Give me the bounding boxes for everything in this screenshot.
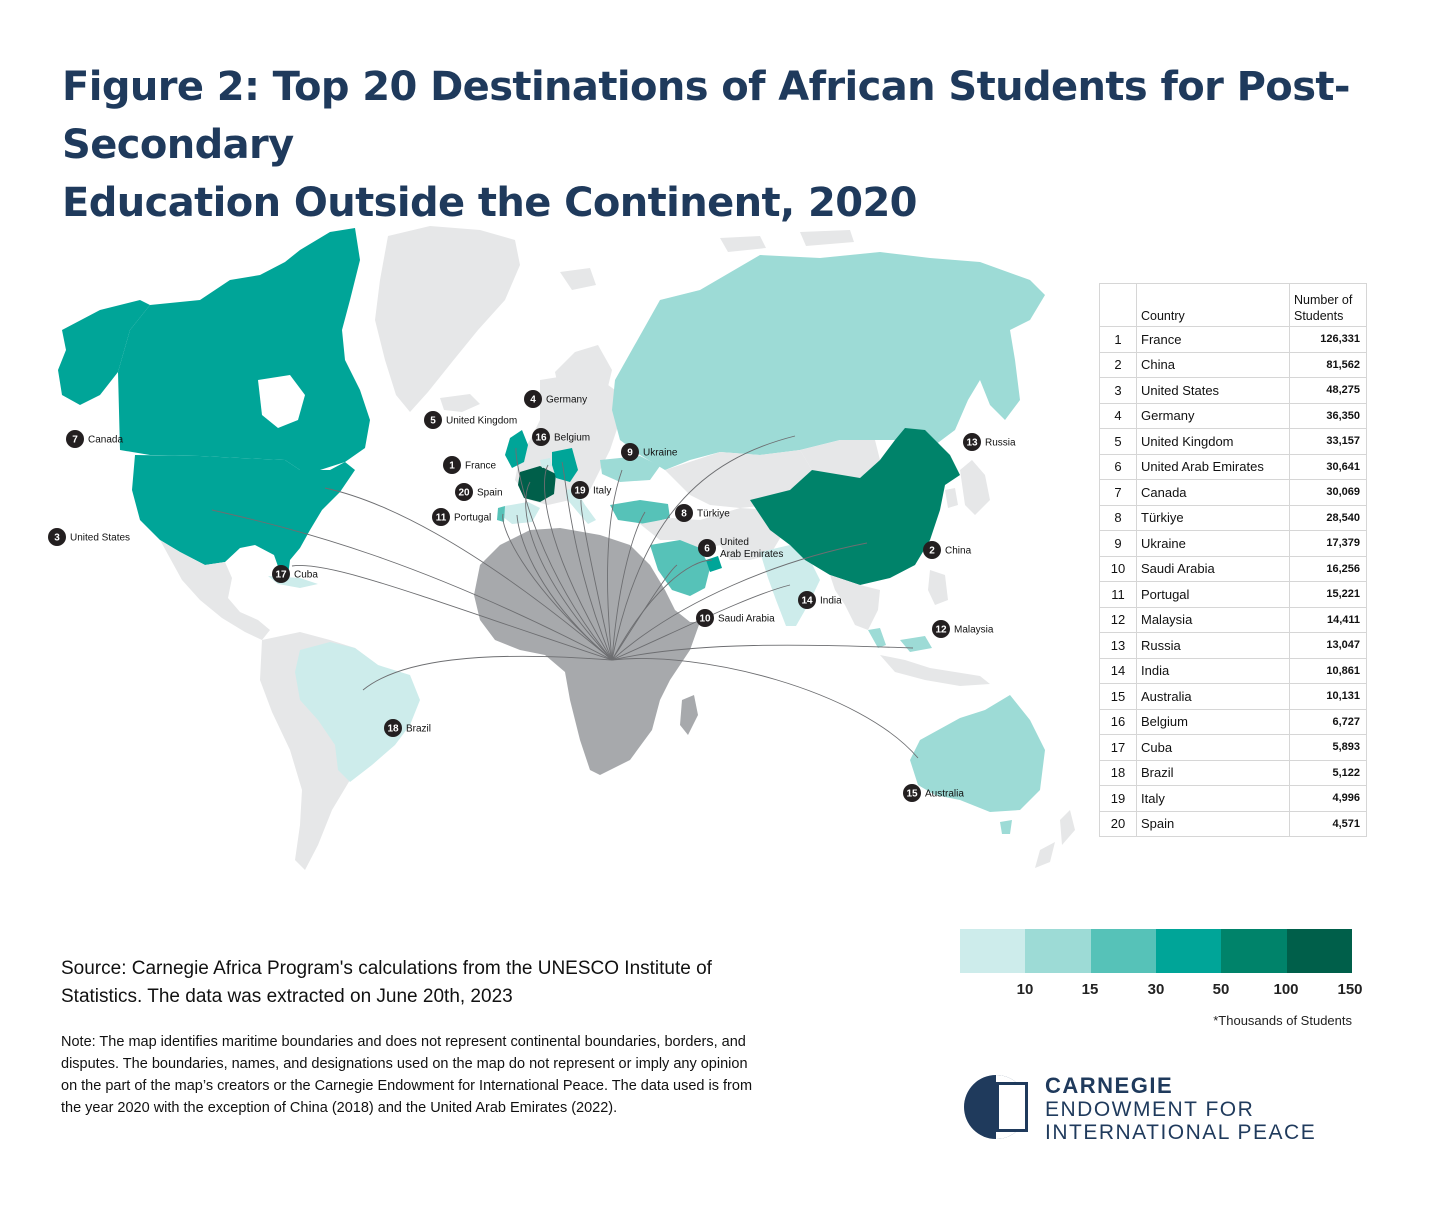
table-row (1100, 658, 1367, 684)
table-country-cell: Cuba (1137, 735, 1290, 761)
map-pin-number: 19 (574, 485, 586, 497)
table-rank-cell: 12 (1100, 607, 1137, 633)
carnegie-logo-icon (963, 1074, 1029, 1140)
map-pin-saudi-arabia (696, 609, 775, 627)
table-country-cell: Australia (1137, 684, 1290, 710)
map-pin-label: Italy (593, 485, 612, 497)
table-row (1100, 735, 1367, 761)
map-pin-label: Malaysia (954, 624, 994, 636)
map-pin-label: Ukraine (643, 447, 678, 459)
map-pin-number: 16 (535, 432, 547, 444)
table-country-cell: Türkiye (1137, 505, 1290, 531)
map-pin-label-line2: Arab Emirates (720, 549, 784, 560)
map-pin-spain (455, 483, 503, 501)
region-new-zealand (1035, 810, 1075, 868)
table-rank-cell: 5 (1100, 429, 1137, 455)
map-pin-russia (963, 433, 1016, 451)
table-rank-cell: 18 (1100, 760, 1137, 786)
region-portugal (497, 506, 505, 522)
map-pin-number: 4 (530, 394, 536, 406)
map-pin-number: 3 (54, 532, 60, 544)
map-pin-china (923, 541, 972, 559)
table-row (1100, 480, 1367, 506)
map-pin-cuba (272, 565, 318, 583)
table-body (1100, 327, 1367, 837)
map-pin-label: China (945, 545, 972, 557)
map-pin-label: Canada (88, 434, 124, 446)
table-row (1100, 505, 1367, 531)
legend-tick-label: 100 (1273, 981, 1299, 998)
table-country-cell: Italy (1137, 786, 1290, 812)
table-students-cell: 126,331 (1290, 327, 1367, 353)
table-rank-cell: 15 (1100, 684, 1137, 710)
region-russia (612, 252, 1045, 470)
table-row (1100, 378, 1367, 404)
table-rank-cell: 3 (1100, 378, 1137, 404)
table-rank-cell: 14 (1100, 658, 1137, 684)
table-rank-cell: 9 (1100, 531, 1137, 557)
ranking-table (1099, 283, 1367, 837)
map-pin-label: Germany (546, 394, 588, 406)
table-row (1100, 607, 1367, 633)
map-pin-label: Cuba (294, 569, 318, 581)
table-country-cell: United Kingdom (1137, 429, 1290, 455)
table-rank-cell: 6 (1100, 454, 1137, 480)
table-row (1100, 327, 1367, 353)
table-country-cell: Ukraine (1137, 531, 1290, 557)
map-pin-number: 10 (699, 613, 711, 625)
map-pin-number: 8 (681, 508, 687, 520)
map-pin-number: 20 (458, 487, 470, 499)
table-row (1100, 429, 1367, 455)
table-students-cell: 36,350 (1290, 403, 1367, 429)
map-pin-turkiye (675, 504, 730, 522)
header-country: Country (1137, 284, 1290, 327)
map-pin-canada (66, 430, 123, 448)
region-malaysia (868, 628, 932, 652)
table-rank-cell: 8 (1100, 505, 1137, 531)
table-students-cell: 14,411 (1290, 607, 1367, 633)
legend-swatch (1091, 929, 1156, 973)
table-students-cell: 10,861 (1290, 658, 1367, 684)
table-rank-cell: 10 (1100, 556, 1137, 582)
carnegie-logo (963, 1074, 1363, 1142)
table-students-cell: 28,540 (1290, 505, 1367, 531)
table-country-cell: Malaysia (1137, 607, 1290, 633)
table-country-cell: Brazil (1137, 760, 1290, 786)
table-country-cell: Canada (1137, 480, 1290, 506)
region-tasmania (1000, 820, 1012, 834)
legend-swatch (1156, 929, 1221, 973)
map-pin-india (798, 591, 842, 609)
table-rank-cell: 2 (1100, 352, 1137, 378)
legend-swatch (1221, 929, 1286, 973)
legend (960, 929, 1363, 1028)
map-pin-number: 18 (387, 723, 399, 735)
table-country-cell: Russia (1137, 633, 1290, 659)
map-pin-portugal (432, 508, 491, 526)
table-row (1100, 684, 1367, 710)
table-students-cell: 5,893 (1290, 735, 1367, 761)
region-iceland (440, 394, 480, 412)
table-country-cell: Belgium (1137, 709, 1290, 735)
map-pin-label: France (465, 460, 497, 472)
table-country-cell: Portugal (1137, 582, 1290, 608)
map-pin-number: 17 (275, 569, 287, 581)
legend-tick-label: 150 (1337, 981, 1363, 998)
map-pin-label: Spain (477, 487, 503, 499)
table-row (1100, 454, 1367, 480)
table-rank-cell: 16 (1100, 709, 1137, 735)
table-country-cell: United States (1137, 378, 1290, 404)
table-country-cell: India (1137, 658, 1290, 684)
legend-tick-label: 15 (1081, 981, 1099, 998)
table-country-cell: United Arab Emirates (1137, 454, 1290, 480)
legend-swatch (1287, 929, 1352, 973)
table-row (1100, 709, 1367, 735)
table-students-cell: 17,379 (1290, 531, 1367, 557)
legend-swatch (1025, 929, 1090, 973)
header-rank (1100, 284, 1137, 327)
note-text: Note: The map identifies maritime boundaries and does not represent continental boundaries, borders, and disputes. The boundaries, names, and designations used on the map do not represent or imply any opinion on the part of the map’s creators or the Carnegie Endowment for International Peace. The data used is from the year 2020 with the exception of China (2018) and the United Arab Emirates (2022). (61, 1034, 753, 1116)
map-pin-number: 5 (430, 415, 436, 427)
table-rank-cell: 1 (1100, 327, 1137, 353)
table-row (1100, 786, 1367, 812)
legend-color-bar (960, 929, 1352, 973)
land-layer (58, 226, 1075, 870)
legend-tick-label: 50 (1212, 981, 1230, 998)
map-pin-label: United (720, 537, 749, 548)
map-pin-number: 15 (906, 788, 918, 800)
map-pin-united-states (48, 528, 130, 546)
table-rank-cell: 11 (1100, 582, 1137, 608)
map-pin-number: 14 (801, 595, 813, 607)
legend-swatch (960, 929, 1025, 973)
map-pin-number: 9 (627, 447, 633, 459)
region-madagascar (680, 695, 698, 735)
source-text: Source: Carnegie Africa Program's calculations from the UNESCO Institute of Statistics. The data was extracted on June 20th, 2023 (61, 958, 712, 1007)
legend-ticks (960, 973, 1363, 1003)
table-students-cell: 6,727 (1290, 709, 1367, 735)
table-students-cell: 81,562 (1290, 352, 1367, 378)
table-row (1100, 556, 1367, 582)
map-pin-number: 6 (704, 543, 710, 555)
map-pin-label: Saudi Arabia (718, 613, 775, 625)
table-country-cell: Germany (1137, 403, 1290, 429)
table-country-cell: France (1137, 327, 1290, 353)
region-philippines (928, 570, 948, 605)
legend-note: *Thousands of Students (1213, 1013, 1352, 1028)
table-rank-cell: 4 (1100, 403, 1137, 429)
table-rank-cell: 7 (1100, 480, 1137, 506)
table-row (1100, 531, 1367, 557)
legend-tick-label: 30 (1147, 981, 1165, 998)
region-spain (502, 502, 540, 524)
table-students-cell: 30,641 (1290, 454, 1367, 480)
region-united-states (132, 455, 355, 576)
table-students-cell: 48,275 (1290, 378, 1367, 404)
map-pin-united-kingdom (424, 411, 517, 429)
map-pin-number: 7 (72, 434, 78, 446)
logo-line2: ENDOWMENT FOR (1045, 1098, 1255, 1121)
map-pin-label: Portugal (454, 512, 492, 524)
map-pin-number: 1 (449, 460, 455, 472)
header-students: Number of Students (1290, 284, 1367, 327)
region-canada (118, 228, 370, 470)
map-pin-label: Türkiye (697, 508, 730, 520)
figure-title-line1: Figure 2: Top 20 Destinations of African Students for Post-Secondary (62, 64, 1350, 168)
table-students-cell: 33,157 (1290, 429, 1367, 455)
map-pin-label: Australia (925, 788, 964, 800)
table-row (1100, 403, 1367, 429)
map-pin-number: 11 (435, 512, 447, 524)
table-students-cell: 4,571 (1290, 811, 1367, 837)
table-row (1100, 760, 1367, 786)
table-rank-cell: 20 (1100, 811, 1137, 837)
map-pin-number: 2 (929, 545, 935, 557)
logo-name: CARNEGIE (1045, 1073, 1174, 1098)
table-country-cell: Spain (1137, 811, 1290, 837)
map-pin-malaysia (932, 620, 994, 638)
table-row (1100, 633, 1367, 659)
table-row (1100, 811, 1367, 837)
table-students-cell: 15,221 (1290, 582, 1367, 608)
table-row (1100, 582, 1367, 608)
table-rank-cell: 17 (1100, 735, 1137, 761)
table-students-cell: 4,996 (1290, 786, 1367, 812)
map-pin-label: United Kingdom (446, 415, 518, 427)
table-students-cell: 5,122 (1290, 760, 1367, 786)
map-pin-france (443, 456, 497, 474)
table-rank-cell: 19 (1100, 786, 1137, 812)
table-students-cell: 13,047 (1290, 633, 1367, 659)
table-row (1100, 352, 1367, 378)
figure-title-line2: Education Outside the Continent, 2020 (62, 180, 917, 226)
region-greenland (375, 226, 520, 412)
table-students-cell: 30,069 (1290, 480, 1367, 506)
table-country-cell: China (1137, 352, 1290, 378)
table-country-cell: Saudi Arabia (1137, 556, 1290, 582)
table-students-cell: 16,256 (1290, 556, 1367, 582)
map-pin-number: 13 (966, 437, 978, 449)
map-pin-label: India (820, 595, 842, 607)
legend-tick-label: 10 (1016, 981, 1034, 998)
region-indonesia (880, 655, 990, 686)
map-pin-label: United States (70, 532, 131, 544)
table-students-cell: 10,131 (1290, 684, 1367, 710)
logo-line3: INTERNATIONAL PEACE (1045, 1121, 1317, 1144)
map-pin-number: 12 (935, 624, 947, 636)
table-rank-cell: 13 (1100, 633, 1137, 659)
map-pin-label: Russia (985, 437, 1016, 449)
map-pin-label: Brazil (406, 723, 432, 735)
logo-wordmark (1045, 1074, 1316, 1144)
map-pin-label: Belgium (554, 432, 591, 444)
table-header-row (1100, 284, 1367, 327)
